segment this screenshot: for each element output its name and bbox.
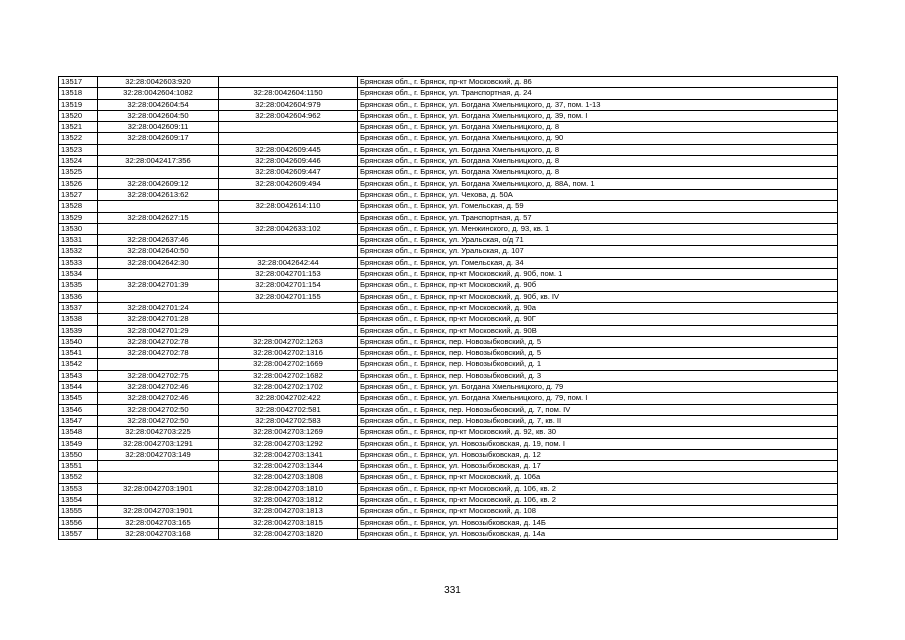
property-registry-table <box>58 76 838 540</box>
row-number-cell: 13539 <box>59 325 98 336</box>
land-cadastral-number-cell: 32:28:0042702:75 <box>98 370 219 381</box>
object-cadastral-number-cell: 32:28:0042702:1669 <box>219 359 358 370</box>
land-cadastral-number-cell: 32:28:0042642:30 <box>98 257 219 268</box>
row-number-cell: 13545 <box>59 393 98 404</box>
table-row <box>59 472 838 483</box>
row-number-cell: 13525 <box>59 167 98 178</box>
land-cadastral-number-cell: 32:28:0042640:50 <box>98 246 219 257</box>
table-row <box>59 201 838 212</box>
table-row <box>59 88 838 99</box>
row-number-cell: 13537 <box>59 302 98 313</box>
address-cell: Брянская обл., г. Брянск, ул. Новозыбковская, д. 12 <box>358 449 838 460</box>
row-number-cell: 13547 <box>59 415 98 426</box>
row-number-cell: 13551 <box>59 461 98 472</box>
land-cadastral-number-cell: 32:28:0042702:46 <box>98 382 219 393</box>
address-cell: Брянская обл., г. Брянск, пр-кт Московский, д. 106, кв. 2 <box>358 494 838 505</box>
address-cell: Брянская обл., г. Брянск, пер. Новозыбковский, д. 7, пом. IV <box>358 404 838 415</box>
row-number-cell: 13544 <box>59 382 98 393</box>
land-cadastral-number-cell: 32:28:0042703:1291 <box>98 438 219 449</box>
row-number-cell: 13521 <box>59 122 98 133</box>
object-cadastral-number-cell: 32:28:0042703:1810 <box>219 483 358 494</box>
table-row <box>59 359 838 370</box>
table-row <box>59 178 838 189</box>
table-row <box>59 483 838 494</box>
row-number-cell: 13534 <box>59 269 98 280</box>
address-cell: Брянская обл., г. Брянск, ул. Гомельская, д. 59 <box>358 201 838 212</box>
address-cell: Брянская обл., г. Брянск, пер. Новозыбковский, д. 1 <box>358 359 838 370</box>
object-cadastral-number-cell: 32:28:0042702:1316 <box>219 348 358 359</box>
address-cell: Брянская обл., г. Брянск, пер. Новозыбковский, д. 7, кв. II <box>358 415 838 426</box>
object-cadastral-number-cell: 32:28:0042609:447 <box>219 167 358 178</box>
land-cadastral-number-cell: 32:28:0042604:1082 <box>98 88 219 99</box>
row-number-cell: 13528 <box>59 201 98 212</box>
object-cadastral-number-cell: 32:28:0042633:102 <box>219 223 358 234</box>
object-cadastral-number-cell: 32:28:0042703:1815 <box>219 517 358 528</box>
table-row <box>59 336 838 347</box>
land-cadastral-number-cell: 32:28:0042701:39 <box>98 280 219 291</box>
row-number-cell: 13540 <box>59 336 98 347</box>
address-cell: Брянская обл., г. Брянск, пр-кт Московский, д. 90Г <box>358 314 838 325</box>
address-cell: Брянская обл., г. Брянск, ул. Менжинского, д. 93, кв. 1 <box>358 223 838 234</box>
land-cadastral-number-cell: 32:28:0042609:12 <box>98 178 219 189</box>
address-cell: Брянская обл., г. Брянск, ул. Транспортная, д. 57 <box>358 212 838 223</box>
land-cadastral-number-cell: 32:28:0042703:225 <box>98 427 219 438</box>
row-number-cell: 13535 <box>59 280 98 291</box>
land-cadastral-number-cell: 32:28:0042702:46 <box>98 393 219 404</box>
table-row <box>59 257 838 268</box>
table-row <box>59 110 838 121</box>
row-number-cell: 13556 <box>59 517 98 528</box>
table-row <box>59 302 838 313</box>
table-row <box>59 427 838 438</box>
row-number-cell: 13532 <box>59 246 98 257</box>
land-cadastral-number-cell <box>98 167 219 178</box>
address-cell: Брянская обл., г. Брянск, пр-кт Московский, д. 106, кв. 2 <box>358 483 838 494</box>
address-cell: Брянская обл., г. Брянск, пр-кт Московский, д. 106а <box>358 472 838 483</box>
table-row <box>59 438 838 449</box>
row-number-cell: 13519 <box>59 99 98 110</box>
row-number-cell: 13524 <box>59 156 98 167</box>
object-cadastral-number-cell <box>219 314 358 325</box>
land-cadastral-number-cell: 32:28:0042703:1901 <box>98 483 219 494</box>
object-cadastral-number-cell: 32:28:0042609:446 <box>219 156 358 167</box>
table-row <box>59 370 838 381</box>
object-cadastral-number-cell: 32:28:0042703:1269 <box>219 427 358 438</box>
row-number-cell: 13552 <box>59 472 98 483</box>
address-cell: Брянская обл., г. Брянск, пр-кт Московский, д. 90а <box>358 302 838 313</box>
table-row <box>59 122 838 133</box>
row-number-cell: 13557 <box>59 528 98 539</box>
address-cell: Брянская обл., г. Брянск, пр-кт Московский, д. 90б, кв. IV <box>358 291 838 302</box>
object-cadastral-number-cell: 32:28:0042703:1813 <box>219 506 358 517</box>
land-cadastral-number-cell: 32:28:0042604:50 <box>98 110 219 121</box>
land-cadastral-number-cell: 32:28:0042703:1901 <box>98 506 219 517</box>
address-cell: Брянская обл., г. Брянск, ул. Новозыбковская, д. 14а <box>358 528 838 539</box>
table-row <box>59 269 838 280</box>
object-cadastral-number-cell: 32:28:0042609:494 <box>219 178 358 189</box>
object-cadastral-number-cell: 32:28:0042604:1150 <box>219 88 358 99</box>
object-cadastral-number-cell <box>219 77 358 88</box>
address-cell: Брянская обл., г. Брянск, пер. Новозыбковский, д. 3 <box>358 370 838 381</box>
land-cadastral-number-cell: 32:28:0042702:50 <box>98 404 219 415</box>
table-row <box>59 348 838 359</box>
address-cell: Брянская обл., г. Брянск, ул. Богдана Хмельницкого, д. 8 <box>358 167 838 178</box>
address-cell: Брянская обл., г. Брянск, ул. Богдана Хмельницкого, д. 79 <box>358 382 838 393</box>
land-cadastral-number-cell: 32:28:0042417:356 <box>98 156 219 167</box>
land-cadastral-number-cell: 32:28:0042604:54 <box>98 99 219 110</box>
address-cell: Брянская обл., г. Брянск, ул. Богдана Хмельницкого, д. 8 <box>358 122 838 133</box>
land-cadastral-number-cell <box>98 144 219 155</box>
object-cadastral-number-cell: 32:28:0042702:581 <box>219 404 358 415</box>
land-cadastral-number-cell: 32:28:0042603:920 <box>98 77 219 88</box>
object-cadastral-number-cell: 32:28:0042703:1292 <box>219 438 358 449</box>
table-row <box>59 223 838 234</box>
address-cell: Брянская обл., г. Брянск, ул. Уральская, д. 107 <box>358 246 838 257</box>
table-row <box>59 382 838 393</box>
object-cadastral-number-cell <box>219 189 358 200</box>
address-cell: Брянская обл., г. Брянск, пер. Новозыбковский, д. 5 <box>358 336 838 347</box>
row-number-cell: 13518 <box>59 88 98 99</box>
object-cadastral-number-cell: 32:28:0042703:1341 <box>219 449 358 460</box>
address-cell: Брянская обл., г. Брянск, ул. Новозыбковская, д. 14Б <box>358 517 838 528</box>
row-number-cell: 13517 <box>59 77 98 88</box>
land-cadastral-number-cell: 32:28:0042703:165 <box>98 517 219 528</box>
row-number-cell: 13530 <box>59 223 98 234</box>
table-row <box>59 189 838 200</box>
row-number-cell: 13542 <box>59 359 98 370</box>
land-cadastral-number-cell: 32:28:0042701:29 <box>98 325 219 336</box>
address-cell: Брянская обл., г. Брянск, пр-кт Московский, д. 90В <box>358 325 838 336</box>
land-cadastral-number-cell <box>98 223 219 234</box>
row-number-cell: 13546 <box>59 404 98 415</box>
row-number-cell: 13549 <box>59 438 98 449</box>
object-cadastral-number-cell <box>219 133 358 144</box>
land-cadastral-number-cell <box>98 291 219 302</box>
address-cell: Брянская обл., г. Брянск, пр-кт Московский, д. 86 <box>358 77 838 88</box>
table-row <box>59 528 838 539</box>
object-cadastral-number-cell: 32:28:0042642:44 <box>219 257 358 268</box>
object-cadastral-number-cell: 32:28:0042614:110 <box>219 201 358 212</box>
table-row <box>59 246 838 257</box>
row-number-cell: 13553 <box>59 483 98 494</box>
row-number-cell: 13531 <box>59 235 98 246</box>
row-number-cell: 13543 <box>59 370 98 381</box>
table-row <box>59 461 838 472</box>
object-cadastral-number-cell <box>219 235 358 246</box>
address-cell: Брянская обл., г. Брянск, ул. Богдана Хмельницкого, д. 39, пом. I <box>358 110 838 121</box>
table-row <box>59 133 838 144</box>
object-cadastral-number-cell: 32:28:0042703:1812 <box>219 494 358 505</box>
address-cell: Брянская обл., г. Брянск, ул. Новозыбковская, д. 19, пом. I <box>358 438 838 449</box>
object-cadastral-number-cell: 32:28:0042702:1702 <box>219 382 358 393</box>
land-cadastral-number-cell: 32:28:0042701:28 <box>98 314 219 325</box>
row-number-cell: 13523 <box>59 144 98 155</box>
object-cadastral-number-cell: 32:28:0042703:1344 <box>219 461 358 472</box>
table-row <box>59 494 838 505</box>
object-cadastral-number-cell <box>219 122 358 133</box>
object-cadastral-number-cell: 32:28:0042701:155 <box>219 291 358 302</box>
row-number-cell: 13550 <box>59 449 98 460</box>
address-cell: Брянская обл., г. Брянск, пр-кт Московский, д. 108 <box>358 506 838 517</box>
land-cadastral-number-cell: 32:28:0042702:78 <box>98 336 219 347</box>
object-cadastral-number-cell: 32:28:0042703:1808 <box>219 472 358 483</box>
object-cadastral-number-cell: 32:28:0042703:1820 <box>219 528 358 539</box>
address-cell: Брянская обл., г. Брянск, ул. Гомельская, д. 34 <box>358 257 838 268</box>
land-cadastral-number-cell: 32:28:0042627:15 <box>98 212 219 223</box>
table-row <box>59 404 838 415</box>
object-cadastral-number-cell: 32:28:0042604:979 <box>219 99 358 110</box>
row-number-cell: 13554 <box>59 494 98 505</box>
land-cadastral-number-cell <box>98 359 219 370</box>
row-number-cell: 13522 <box>59 133 98 144</box>
land-cadastral-number-cell: 32:28:0042702:78 <box>98 348 219 359</box>
page-number: 331 <box>444 585 461 596</box>
table-row <box>59 212 838 223</box>
land-cadastral-number-cell: 32:28:0042703:168 <box>98 528 219 539</box>
land-cadastral-number-cell <box>98 201 219 212</box>
table-row <box>59 506 838 517</box>
address-cell: Брянская обл., г. Брянск, ул. Новозыбковская, д. 17 <box>358 461 838 472</box>
table-row <box>59 167 838 178</box>
table-body <box>59 77 838 540</box>
address-cell: Брянская обл., г. Брянск, ул. Транспортная, д. 24 <box>358 88 838 99</box>
object-cadastral-number-cell <box>219 302 358 313</box>
row-number-cell: 13555 <box>59 506 98 517</box>
row-number-cell: 13533 <box>59 257 98 268</box>
object-cadastral-number-cell: 32:28:0042702:583 <box>219 415 358 426</box>
row-number-cell: 13538 <box>59 314 98 325</box>
address-cell: Брянская обл., г. Брянск, пр-кт Московский, д. 92, кв. 30 <box>358 427 838 438</box>
table-row <box>59 156 838 167</box>
address-cell: Брянская обл., г. Брянск, ул. Богдана Хмельницкого, д. 88А, пом. 1 <box>358 178 838 189</box>
table-row <box>59 280 838 291</box>
land-cadastral-number-cell <box>98 269 219 280</box>
address-cell: Брянская обл., г. Брянск, ул. Богдана Хмельницкого, д. 8 <box>358 144 838 155</box>
land-cadastral-number-cell: 32:28:0042701:24 <box>98 302 219 313</box>
land-cadastral-number-cell <box>98 472 219 483</box>
address-cell: Брянская обл., г. Брянск, ул. Уральская, о/д 71 <box>358 235 838 246</box>
object-cadastral-number-cell: 32:28:0042604:962 <box>219 110 358 121</box>
table-row <box>59 77 838 88</box>
land-cadastral-number-cell: 32:28:0042702:50 <box>98 415 219 426</box>
object-cadastral-number-cell: 32:28:0042702:1263 <box>219 336 358 347</box>
object-cadastral-number-cell: 32:28:0042702:1682 <box>219 370 358 381</box>
address-cell: Брянская обл., г. Брянск, ул. Богдана Хмельницкого, д. 8 <box>358 156 838 167</box>
object-cadastral-number-cell: 32:28:0042701:153 <box>219 269 358 280</box>
land-cadastral-number-cell <box>98 461 219 472</box>
object-cadastral-number-cell <box>219 212 358 223</box>
address-cell: Брянская обл., г. Брянск, ул. Богдана Хмельницкого, д. 37, пом. 1-13 <box>358 99 838 110</box>
row-number-cell: 13527 <box>59 189 98 200</box>
row-number-cell: 13536 <box>59 291 98 302</box>
land-cadastral-number-cell: 32:28:0042637:46 <box>98 235 219 246</box>
land-cadastral-number-cell: 32:28:0042703:149 <box>98 449 219 460</box>
land-cadastral-number-cell: 32:28:0042613:62 <box>98 189 219 200</box>
table-row <box>59 449 838 460</box>
row-number-cell: 13520 <box>59 110 98 121</box>
table-row <box>59 393 838 404</box>
row-number-cell: 13548 <box>59 427 98 438</box>
land-cadastral-number-cell <box>98 494 219 505</box>
object-cadastral-number-cell <box>219 325 358 336</box>
table-row <box>59 144 838 155</box>
table-row <box>59 291 838 302</box>
table-row <box>59 517 838 528</box>
address-cell: Брянская обл., г. Брянск, ул. Чехова, д. 50А <box>358 189 838 200</box>
address-cell: Брянская обл., г. Брянск, ул. Богдана Хмельницкого, д. 90 <box>358 133 838 144</box>
row-number-cell: 13529 <box>59 212 98 223</box>
land-cadastral-number-cell: 32:28:0042609:17 <box>98 133 219 144</box>
table-row <box>59 235 838 246</box>
address-cell: Брянская обл., г. Брянск, пр-кт Московский, д. 90б, пом. 1 <box>358 269 838 280</box>
table-row <box>59 415 838 426</box>
address-cell: Брянская обл., г. Брянск, пер. Новозыбковский, д. 5 <box>358 348 838 359</box>
object-cadastral-number-cell: 32:28:0042702:422 <box>219 393 358 404</box>
row-number-cell: 13541 <box>59 348 98 359</box>
object-cadastral-number-cell: 32:28:0042609:445 <box>219 144 358 155</box>
table-row <box>59 325 838 336</box>
address-cell: Брянская обл., г. Брянск, ул. Богдана Хмельницкого, д. 79, пом. I <box>358 393 838 404</box>
table-row <box>59 314 838 325</box>
land-cadastral-number-cell: 32:28:0042609:11 <box>98 122 219 133</box>
row-number-cell: 13526 <box>59 178 98 189</box>
object-cadastral-number-cell: 32:28:0042701:154 <box>219 280 358 291</box>
table-row <box>59 99 838 110</box>
address-cell: Брянская обл., г. Брянск, пр-кт Московский, д. 90б <box>358 280 838 291</box>
object-cadastral-number-cell <box>219 246 358 257</box>
